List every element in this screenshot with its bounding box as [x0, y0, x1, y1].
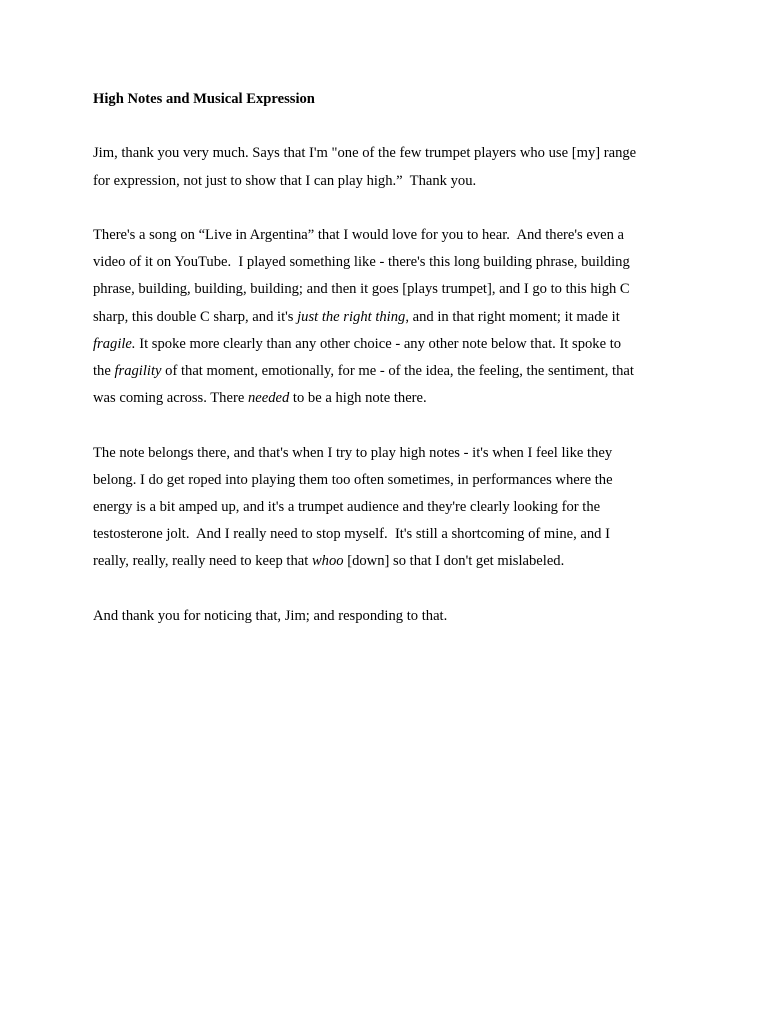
text-segment: There's a song on “Live in Argentina” that I would love for you to hear. And there's even a: [93, 226, 625, 243]
text-line: [93, 603, 678, 630]
text-segment: , and in that right moment; it made it: [405, 308, 620, 325]
text-segment: testosterone jolt. And I really need to stop myself. It's still a shortcoming of mine, and I: [93, 526, 610, 543]
italic-text: just the right thing: [297, 308, 406, 325]
text-line: [93, 276, 678, 303]
text-segment: It spoke more clearly than any other choice - any other note below that. It spoke to: [135, 335, 622, 352]
text-segment: sharp, this double C sharp, and it's: [93, 308, 298, 325]
text-line: [93, 304, 678, 331]
text-line: [93, 440, 678, 467]
text-segment: video of it on YouTube. I played something like - there's this long building phrase, building: [93, 254, 630, 271]
text-segment: Jim, thank you very much. Says that I'm "one of the few trumpet players who use [my] range: [93, 145, 637, 162]
italic-text: whoo: [311, 553, 344, 570]
text-line: [93, 358, 678, 385]
text-segment: The note belongs there, and that's when I try to play high notes - it's when I feel like they: [93, 444, 613, 461]
text-line: [93, 140, 678, 167]
paragraph: [93, 222, 678, 412]
text-segment: of that moment, emotionally, for me - of the idea, the feeling, the sentiment, that: [161, 363, 634, 379]
paragraph: [93, 603, 678, 630]
text-line: [93, 385, 678, 412]
text-segment: And thank you for noticing that, Jim; and responding to that.: [93, 607, 448, 624]
document-page: [93, 86, 678, 657]
paragraph: [93, 440, 678, 576]
text-line: [93, 249, 678, 276]
paragraph: [93, 140, 678, 194]
text-segment: really, really, really need to keep that: [93, 553, 312, 570]
text-segment: for expression, not just to show that I can play high.” Thank you.: [93, 172, 477, 189]
document-title: High Notes and Musical Expression: [93, 91, 315, 107]
text-segment: to be a high note there.: [289, 390, 427, 407]
text-segment: phrase, building, building, building; and then it goes [plays trumpet], and I go to this high C: [93, 281, 630, 298]
text-segment: [down] so that I don't get mislabeled.: [343, 553, 565, 570]
italic-text: fragile.: [93, 335, 136, 352]
text-segment: belong. I do get roped into playing them too often sometimes, in performances where the: [93, 471, 613, 488]
document-body: [93, 140, 678, 630]
text-segment: energy is a bit amped up, and it's a trumpet audience and they're clearly looking for the: [93, 499, 601, 515]
text-line: [93, 521, 678, 548]
text-line: [93, 331, 678, 358]
text-segment: was coming across. There: [93, 390, 248, 407]
text-segment: the: [93, 363, 115, 379]
text-line: [93, 222, 678, 249]
text-line: [93, 494, 678, 521]
text-line: [93, 548, 678, 575]
text-line: [93, 467, 678, 494]
text-line: [93, 168, 678, 195]
italic-text: fragility: [114, 363, 162, 379]
italic-text: needed: [247, 390, 290, 407]
